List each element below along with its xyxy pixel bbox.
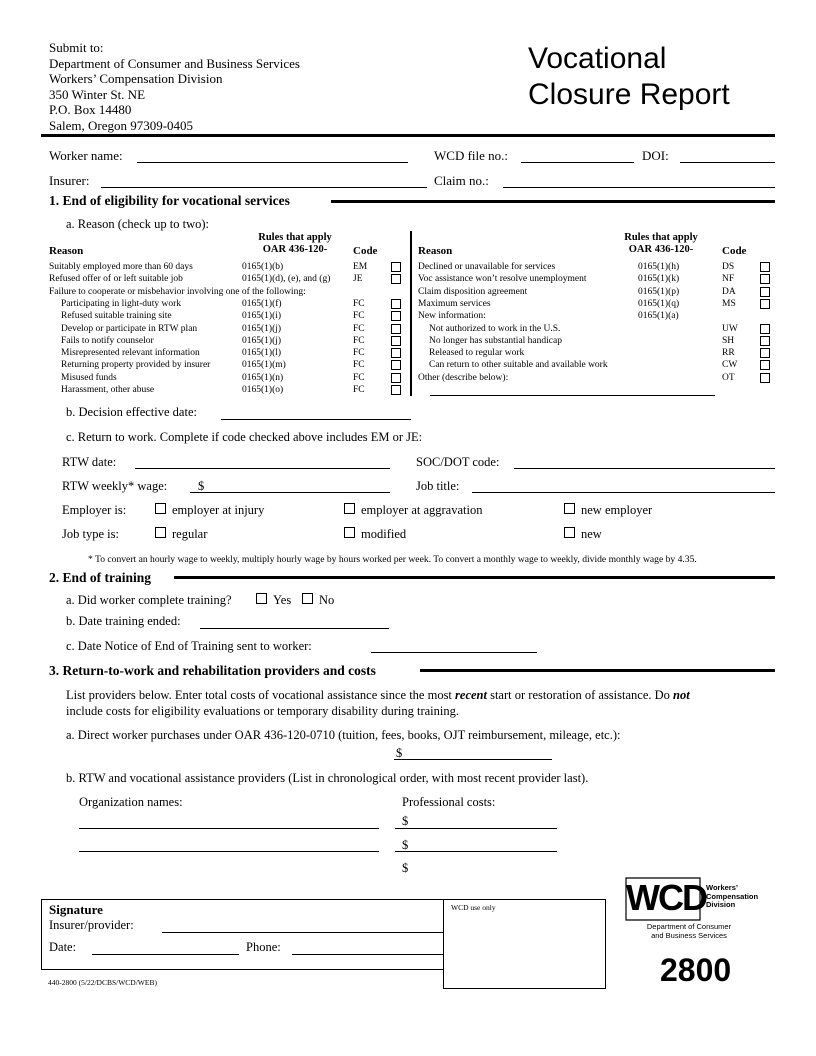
reason-checkbox[interactable]: [760, 274, 770, 284]
reason-code: FC: [353, 311, 365, 322]
wcd-use-box: [443, 899, 606, 989]
reason-code: DA: [722, 286, 736, 297]
rtw-wage-field[interactable]: [190, 492, 390, 493]
rules-header-line: OAR 436-120-: [262, 244, 328, 255]
page-title: [528, 41, 730, 113]
job-type-new-label: new: [581, 527, 602, 541]
reason-code: OT: [722, 372, 735, 383]
reason-code: FC: [353, 335, 365, 346]
section2-bar: [174, 576, 775, 579]
reason-checkbox[interactable]: [391, 324, 401, 334]
cost-field-2[interactable]: [395, 851, 557, 852]
rtw-wage-label: RTW weekly* wage:: [62, 479, 168, 493]
reason-checkbox[interactable]: [391, 274, 401, 284]
employer-at-injury-label: employer at injury: [172, 503, 265, 517]
rule-reference: 0165(1)(b): [242, 262, 284, 272]
rule-reference: 0165(1)(n): [242, 372, 284, 383]
reason-checkbox[interactable]: [760, 360, 770, 370]
employer-at-injury-checkbox[interactable]: [155, 503, 166, 514]
address-line: 350 Winter St. NE: [49, 86, 146, 102]
section3-bar: [420, 669, 775, 672]
reason-text: Declined or unavailable for services: [418, 262, 556, 272]
job-type-regular-label: regular: [172, 527, 208, 541]
submit-to-label: Submit to:: [49, 40, 104, 55]
reason-checkbox[interactable]: [760, 324, 770, 334]
reason-text: Refused suitable training site: [61, 311, 172, 322]
new-employer-label: new employer: [581, 503, 653, 517]
right-reason-header: Reason: [418, 245, 453, 257]
reason-text: Suitably employed more than 60 days: [49, 262, 193, 272]
reason-code: CW: [722, 360, 738, 371]
reason-checkbox[interactable]: [391, 299, 401, 309]
form-number: 2800: [660, 952, 732, 988]
reason-checkbox[interactable]: [391, 311, 401, 321]
rule-reference: 0165(1)(k): [638, 274, 680, 285]
reason-checkbox[interactable]: [391, 360, 401, 370]
rtw-instruction: c. Return to work. Complete if code checked above includes EM or JE:: [66, 430, 423, 444]
job-type-label: Job type is:: [62, 527, 119, 541]
rules-header-line: OAR 436-120-: [628, 244, 694, 255]
rule-reference: 0165(1)(j): [242, 323, 282, 334]
employer-is-label: Employer is:: [62, 503, 127, 517]
right-code-header: Code: [722, 245, 747, 257]
employer-at-aggravation-checkbox[interactable]: [344, 503, 355, 514]
reason-text: Misrepresented relevant information: [61, 348, 200, 359]
insurer-provider-label: Insurer/provider:: [49, 918, 134, 932]
training-notice-field[interactable]: [371, 652, 537, 653]
reason-text: Failure to cooperate or misbehavior involving one of the following:: [49, 286, 306, 297]
rules-header-line: Rules that apply: [258, 232, 332, 243]
reason-text: Harassment, other abuse: [61, 385, 155, 395]
rule-reference: 0165(1)(j): [242, 335, 282, 346]
insurer-field[interactable]: [101, 187, 427, 188]
job-type-modified-label: modified: [361, 527, 407, 541]
reason-checkbox[interactable]: [391, 262, 401, 272]
prof-costs-header: Professional costs:: [402, 795, 496, 809]
training-notice-label: c. Date Notice of End of Training sent to worker:: [66, 639, 312, 653]
reason-code: FC: [353, 348, 365, 359]
rule-reference: 0165(1)(p): [638, 286, 680, 297]
column-divider: [410, 231, 412, 396]
reason-checkbox[interactable]: [760, 287, 770, 297]
reason-code: UW: [722, 323, 738, 334]
employer-at-aggravation-label: employer at aggravation: [361, 503, 483, 517]
reason-checkbox[interactable]: [391, 385, 401, 395]
reason-text: Claim disposition agreement: [418, 286, 528, 297]
reason-code: FC: [353, 298, 365, 309]
logo-side-line: Workers’: [706, 883, 738, 892]
reason-checkbox[interactable]: [391, 373, 401, 383]
rtw-date-label: RTW date:: [62, 455, 117, 469]
rule-reference: 0165(1)(q): [638, 298, 680, 309]
reason-text: New information:: [418, 311, 486, 322]
submit-address: [49, 40, 300, 133]
wage-dollar-sign: $: [198, 479, 205, 493]
wage-footnote: * To convert an hourly wage to weekly, multiply hourly wage by hours worked per week. To convert a monthly wage to weekly, divide monthly wage by 4.35.: [88, 554, 697, 565]
reason-text: Other (describe below):: [418, 372, 509, 383]
left-reason-header: Reason: [49, 245, 84, 257]
reason-text: Maximum services: [418, 298, 491, 309]
cost-dollar-1: $: [402, 814, 409, 828]
reason-text: No longer has substantial handicap: [429, 335, 562, 346]
reason-code: FC: [353, 372, 365, 383]
section1-title: 1. End of eligibility for vocational services: [49, 193, 290, 208]
reason-code: NF: [722, 274, 735, 285]
rule-reference: 0165(1)(f): [242, 298, 282, 309]
reason-text: Released to regular work: [429, 348, 525, 359]
decision-date-label: b. Decision effective date:: [66, 405, 197, 419]
reason-code: RR: [722, 348, 735, 359]
dcbs-logo-text: [624, 922, 754, 940]
org-name-field-2[interactable]: [79, 851, 379, 852]
wcd-use-label: WCD use only: [451, 903, 496, 912]
wcd-file-label: WCD file no.:: [434, 148, 509, 163]
doi-field[interactable]: [680, 162, 775, 163]
training-complete-label: a. Did worker complete training?: [66, 593, 232, 607]
dept-line: Department of Consumer: [646, 922, 732, 931]
reason-code: JE: [353, 274, 363, 285]
reason-text: Voc assistance won’t resolve unemployment: [418, 274, 587, 285]
form-id: 440-2800 (5/22/DCBS/WCD/WEB): [48, 978, 157, 987]
address-line: Workers’ Compensation Division: [49, 71, 223, 86]
job-type-regular-checkbox[interactable]: [155, 527, 166, 538]
signature-date-field[interactable]: [92, 954, 239, 955]
rules-header-line: Rules that apply: [624, 232, 698, 243]
doi-label: DOI:: [642, 148, 669, 163]
rule-reference: 0165(1)(l): [242, 348, 282, 359]
training-yes-label: Yes: [273, 593, 292, 607]
rule-reference: 0165(1)(i): [242, 311, 282, 322]
address-line: Department of Consumer and Business Services: [49, 55, 300, 71]
section3-title: 3. Return-to-work and rehabilitation providers and costs: [49, 663, 376, 678]
wcd-file-field[interactable]: [521, 162, 634, 163]
worker-name-label: Worker name:: [49, 148, 123, 163]
soc-dot-label: SOC/DOT code:: [416, 455, 500, 469]
reason-code: EM: [353, 262, 368, 272]
training-no-label: No: [319, 593, 335, 607]
training-ended-label: b. Date training ended:: [66, 614, 181, 628]
new-employer-checkbox[interactable]: [564, 503, 575, 514]
training-ended-field[interactable]: [200, 628, 389, 629]
reason-checkbox[interactable]: [760, 348, 770, 358]
reason-text: Refused offer of or left suitable job: [49, 274, 183, 285]
providers-label: b. RTW and vocational assistance providers (List in chronological order, with most recent provider last).: [66, 771, 589, 785]
reason-code: FC: [353, 323, 365, 334]
reason-checkbox[interactable]: [760, 262, 770, 272]
reason-text: Not authorized to work in the U.S.: [429, 323, 561, 334]
reason-checkbox[interactable]: [760, 373, 770, 383]
job-title-label: Job title:: [416, 479, 460, 493]
reason-text: Misused funds: [61, 372, 117, 383]
reason-text: Returning property provided by insurer: [61, 360, 211, 371]
reason-text: Develop or participate in RTW plan: [61, 323, 198, 334]
reason-code: FC: [353, 385, 365, 395]
soc-dot-field[interactable]: [514, 468, 775, 469]
dept-line: and Business Services: [651, 931, 727, 940]
insurer-label: Insurer:: [49, 173, 90, 188]
training-yes-checkbox[interactable]: [256, 593, 267, 604]
header-divider: [41, 134, 775, 137]
reason-text: Fails to notify counselor: [61, 335, 154, 346]
left-code-header: Code: [353, 245, 378, 257]
reason-checkbox[interactable]: [391, 336, 401, 346]
wcd-logo: [624, 874, 759, 924]
section1-bar: [331, 200, 775, 203]
title-line-2: Closure Report: [528, 78, 730, 111]
reason-code: DS: [722, 262, 735, 272]
reason-checkbox[interactable]: [760, 336, 770, 346]
reason-instruction: a. Reason (check up to two):: [66, 217, 210, 231]
section2-title: 2. End of training: [49, 570, 152, 585]
rule-reference: 0165(1)(a): [638, 311, 679, 322]
decision-date-field[interactable]: [221, 419, 411, 420]
wcd-logo-side: [706, 884, 758, 910]
training-no-checkbox[interactable]: [302, 593, 313, 604]
intro-text: List providers below. Enter total costs of vocational assistance since the most: [66, 688, 456, 702]
logo-side-line: Compensation: [706, 891, 759, 901]
direct-purchases-label: a. Direct worker purchases under OAR 436-120-0710 (tuition, fees, books, OJT reimbursement, mileage, etc.):: [66, 728, 621, 742]
providers-intro-line1: [66, 688, 690, 703]
direct-purchases-field[interactable]: [394, 759, 552, 760]
org-name-field-1[interactable]: [79, 828, 379, 829]
reason-text: Participating in light-duty work: [61, 298, 182, 309]
right-rules-header: [606, 232, 716, 256]
reason-checkbox[interactable]: [391, 348, 401, 358]
reason-text: Can return to other suitable and available work: [429, 360, 608, 371]
intro-emphasis-not: not: [673, 688, 690, 702]
direct-purchases-dollar: $: [396, 746, 403, 760]
claim-no-label: Claim no.:: [434, 173, 489, 188]
org-names-header: Organization names:: [79, 795, 183, 809]
reason-code: MS: [722, 298, 736, 309]
insurer-provider-signature-field[interactable]: [162, 932, 444, 933]
reason-code: SH: [722, 335, 735, 346]
cost-dollar-total: $: [402, 861, 409, 875]
providers-intro-line2: include costs for eligibility evaluations or temporary disability during training.: [66, 704, 459, 718]
title-line-1: Vocational: [528, 42, 667, 75]
cost-dollar-2: $: [402, 838, 409, 852]
intro-emphasis-recent: recent: [455, 688, 487, 702]
signature-phone-field[interactable]: [292, 954, 444, 955]
signature-title: Signature: [49, 902, 103, 917]
rule-reference: 0165(1)(o): [242, 385, 284, 395]
left-rules-header: [240, 232, 350, 256]
rtw-date-field[interactable]: [135, 468, 390, 469]
cost-field-1[interactable]: [395, 828, 557, 829]
rule-reference: 0165(1)(m): [242, 360, 286, 371]
signature-phone-label: Phone:: [246, 940, 281, 954]
job-title-field[interactable]: [472, 492, 775, 493]
wcd-logo-text: WCD: [626, 877, 706, 918]
claim-no-field[interactable]: [503, 187, 775, 188]
logo-side-line: Division: [706, 900, 736, 909]
intro-text: start or restoration of assistance. Do: [486, 688, 674, 702]
address-line: P.O. Box 14480: [49, 102, 132, 117]
reason-checkbox[interactable]: [760, 299, 770, 309]
worker-name-field[interactable]: [137, 162, 408, 163]
reason-code: FC: [353, 360, 365, 371]
rule-reference: 0165(1)(h): [638, 262, 680, 272]
other-describe-field[interactable]: [430, 395, 715, 396]
signature-date-label: Date:: [49, 940, 77, 954]
rule-reference: 0165(1)(d), (e), and (g): [242, 274, 331, 285]
job-type-new-checkbox[interactable]: [564, 527, 575, 538]
address-line: Salem, Oregon 97309-0405: [49, 117, 194, 133]
job-type-modified-checkbox[interactable]: [344, 527, 355, 538]
